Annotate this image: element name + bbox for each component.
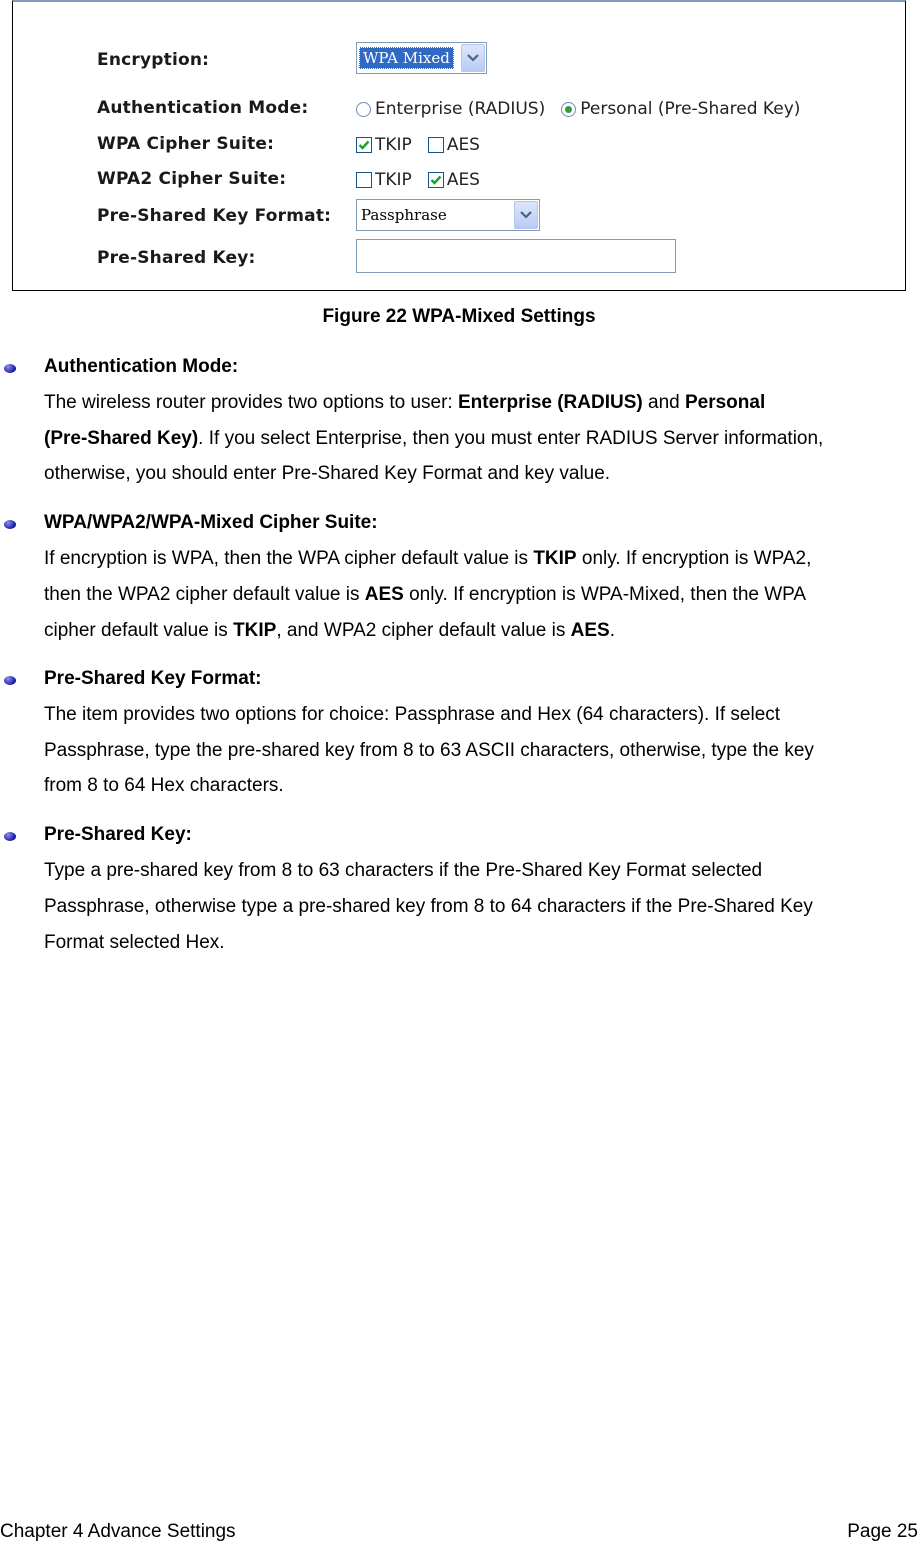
paragraph-line: The wireless router provides two options to user: Enterprise (RADIUS) and Personal (44, 392, 766, 413)
paragraph-line: then the WPA2 cipher default value is AES only. If encryption is WPA-Mixed, then the WPA (44, 584, 807, 605)
section-title: WPA/WPA2/WPA-Mixed Cipher Suite: (44, 512, 378, 533)
wpa-cipher-label: WPA Cipher Suite: (97, 134, 275, 154)
section-title: Pre-Shared Key Format: (44, 668, 262, 689)
wpa-cipher-options (356, 135, 480, 155)
figure-caption: Figure 22 WPA-Mixed Settings (322, 306, 596, 327)
psk-format-select[interactable] (356, 199, 540, 231)
psk-label: Pre-Shared Key: (97, 248, 256, 268)
auth-personal-label: Personal (Pre-Shared Key) (580, 99, 801, 119)
chevron-down-icon (461, 44, 485, 72)
wpa2-tkip-label: TKIP (375, 170, 412, 190)
paragraph-line: from 8 to 64 Hex characters. (44, 775, 284, 796)
checkmark-icon (358, 139, 370, 151)
auth-enterprise-radio[interactable] (356, 102, 371, 117)
wpa-tkip-label: TKIP (375, 135, 412, 155)
encryption-select[interactable] (356, 42, 487, 74)
encryption-select-value: WPA Mixed (359, 47, 454, 69)
chevron-down-icon (514, 201, 538, 229)
wpa2-cipher-options (356, 170, 480, 190)
paragraph-line: cipher default value is TKIP, and WPA2 cipher default value is AES. (44, 620, 616, 641)
bullet-icon (4, 676, 16, 685)
checkmark-icon (430, 174, 442, 186)
paragraph-line: If encryption is WPA, then the WPA cipher default value is TKIP only. If encryption is WPA2, (44, 548, 812, 569)
paragraph-line: Passphrase, type the pre-shared key from 8 to 63 ASCII characters, otherwise, type the key (44, 740, 814, 761)
paragraph-line: Type a pre-shared key from 8 to 63 characters if the Pre-Shared Key Format selected (44, 860, 763, 881)
bullet-icon (4, 520, 16, 529)
section-title: Authentication Mode: (44, 356, 239, 377)
psk-input[interactable] (356, 239, 676, 273)
wpa-tkip-checkbox[interactable] (356, 137, 372, 153)
wpa-aes-label: AES (446, 135, 480, 155)
footer-chapter: Chapter 4 Advance Settings (0, 1521, 236, 1542)
auth-mode-label: Authentication Mode: (97, 98, 309, 118)
footer-page-number: Page 25 (847, 1521, 918, 1542)
section-title: Pre-Shared Key: (44, 824, 192, 845)
paragraph-line: Format selected Hex. (44, 932, 225, 953)
psk-format-select-value: Passphrase (361, 206, 447, 224)
auth-enterprise-label: Enterprise (RADIUS) (375, 99, 546, 119)
paragraph-line: otherwise, you should enter Pre-Shared Key Format and key value. (44, 463, 611, 484)
wpa-aes-checkbox[interactable] (428, 137, 444, 153)
auth-mode-options (356, 99, 800, 119)
wpa2-tkip-checkbox[interactable] (356, 172, 372, 188)
wpa2-cipher-label: WPA2 Cipher Suite: (97, 169, 287, 189)
settings-figure (12, 0, 906, 291)
paragraph-line: The item provides two options for choice: Passphrase and Hex (64 characters). If select (44, 704, 781, 725)
bullet-icon (4, 364, 16, 373)
paragraph-line: (Pre-Shared Key). If you select Enterprise, then you must enter RADIUS Server information, (44, 428, 824, 449)
psk-format-label: Pre-Shared Key Format: (97, 206, 332, 226)
radio-selected-dot (565, 106, 572, 113)
wpa2-aes-checkbox[interactable] (428, 172, 444, 188)
wpa2-aes-label: AES (446, 170, 480, 190)
encryption-label: Encryption: (97, 50, 210, 70)
auth-personal-radio[interactable] (561, 102, 576, 117)
bullet-icon (4, 832, 16, 841)
paragraph-line: Passphrase, otherwise type a pre-shared key from 8 to 64 characters if the Pre-Shared Key (44, 896, 813, 917)
